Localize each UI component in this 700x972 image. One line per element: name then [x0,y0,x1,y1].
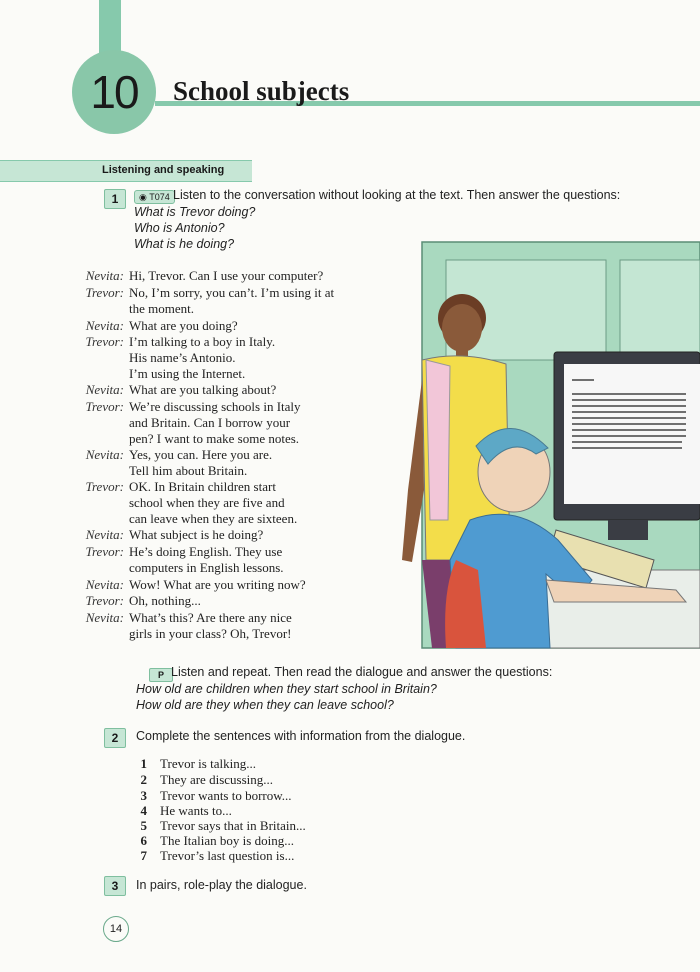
dialogue-speaker: Nevita: [85,527,124,542]
audio-track-label[interactable] [134,190,175,204]
dialogue-line: and Britain. Can I borrow your [129,415,291,430]
dialogue-speaker: Nevita: [85,610,124,625]
exercise-3-badge: 3 [104,876,126,896]
dialogue-speaker: Trevor: [85,593,124,608]
p-task-question: How old are they when they can leave school? [136,698,394,712]
dialogue-line: Hi, Trevor. Can I use your computer? [129,268,324,283]
list-item-number: 3 [140,788,147,803]
unit-number: 10 [90,66,138,118]
dialogue-speaker: Nevita: [85,382,124,397]
p-task-instruction: Listen and repeat. Then read the dialogue and answer the questions: [171,665,553,679]
dialogue-line: pen? I want to make some notes. [129,431,300,446]
list-item-number: 5 [140,818,147,833]
dialogue-speaker: Trevor: [85,399,124,414]
dialogue-line: What are you doing? [129,318,238,333]
list-item: The Italian boy is doing... [160,833,294,848]
dialogue-speaker: Trevor: [85,544,124,559]
exercise-2-instruction: Complete the sentences with information from the dialogue. [136,729,466,743]
dialogue-line: I’m using the Internet. [129,366,246,381]
unit-number-circle [72,50,156,134]
p-task-badge: P [149,668,173,682]
list-item-number: 4 [140,803,147,818]
dialogue-line: Tell him about Britain. [129,463,248,478]
dialogue-line: What’s this? Are there any nice [129,610,292,625]
dialogue-line: Oh, nothing... [129,593,201,608]
dialogue-line: school when they are five and [129,495,285,510]
dialogue-line: the moment. [129,301,194,316]
dialogue-line: His name’s Antonio. [129,350,236,365]
exercise-2-badge: 2 [104,728,126,748]
dialogue-speaker: Nevita: [85,268,124,283]
dialogue-speaker: Trevor: [85,479,124,494]
dialogue-line: What are you talking about? [129,382,277,397]
exercise-1-badge: 1 [104,189,126,209]
list-item: Trevor is talking... [160,756,256,771]
illustration-students-at-computer [386,240,700,650]
dialogue-line: Wow! What are you writing now? [129,577,306,592]
dialogue-line: Yes, you can. Here you are. [129,447,273,462]
exercise-1-instruction: Listen to the conversation without looking at the text. Then answer the questions: [173,188,621,202]
dialogue-line: OK. In Britain children start [129,479,276,494]
dialogue-line: I’m talking to a boy in Italy. [129,334,276,349]
list-item: Trevor’s last question is... [160,848,295,863]
dialogue-line: girls in your class? Oh, Trevor! [129,626,292,641]
dialogue-line: He’s doing English. They use [129,544,283,559]
exercise-1-question: What is Trevor doing? [134,205,256,219]
list-item-number: 1 [140,756,147,771]
section-label: Listening and speaking [102,164,225,176]
dialogue-speaker: Nevita: [85,447,124,462]
p-task-question: How old are children when they start school in Britain? [136,682,437,696]
dialogue-line: We’re discussing schools in Italy [129,399,301,414]
list-item-number: 2 [140,772,147,787]
page-title: School subjects [173,76,350,106]
exercise-1-question: Who is Antonio? [134,221,225,235]
dialogue-speaker: Nevita: [85,577,124,592]
page-number: 14 [103,916,129,942]
list-item: He wants to... [160,803,232,818]
dialogue-line: What subject is he doing? [129,527,264,542]
dialogue-speaker: Nevita: [85,318,124,333]
list-item: Trevor wants to borrow... [160,788,292,803]
list-item: Trevor says that in Britain... [160,818,306,833]
list-item-number: 6 [140,833,147,848]
dialogue-line: can leave when they are sixteen. [129,511,298,526]
dialogue-speaker: Trevor: [85,334,124,349]
exercise-1-question: What is he doing? [134,237,235,251]
dialogue-speaker: Trevor: [85,285,124,300]
audio-track-number: T074 [149,192,170,202]
audio-play-icon: ◉ [139,192,147,202]
list-item-number: 7 [140,848,147,863]
dialogue-line: No, I’m sorry, you can’t. I’m using it at [129,285,335,300]
exercise-3-instruction: In pairs, role-play the dialogue. [136,878,307,892]
list-item: They are discussing... [160,772,274,787]
dialogue-line: computers in English lessons. [129,560,284,575]
